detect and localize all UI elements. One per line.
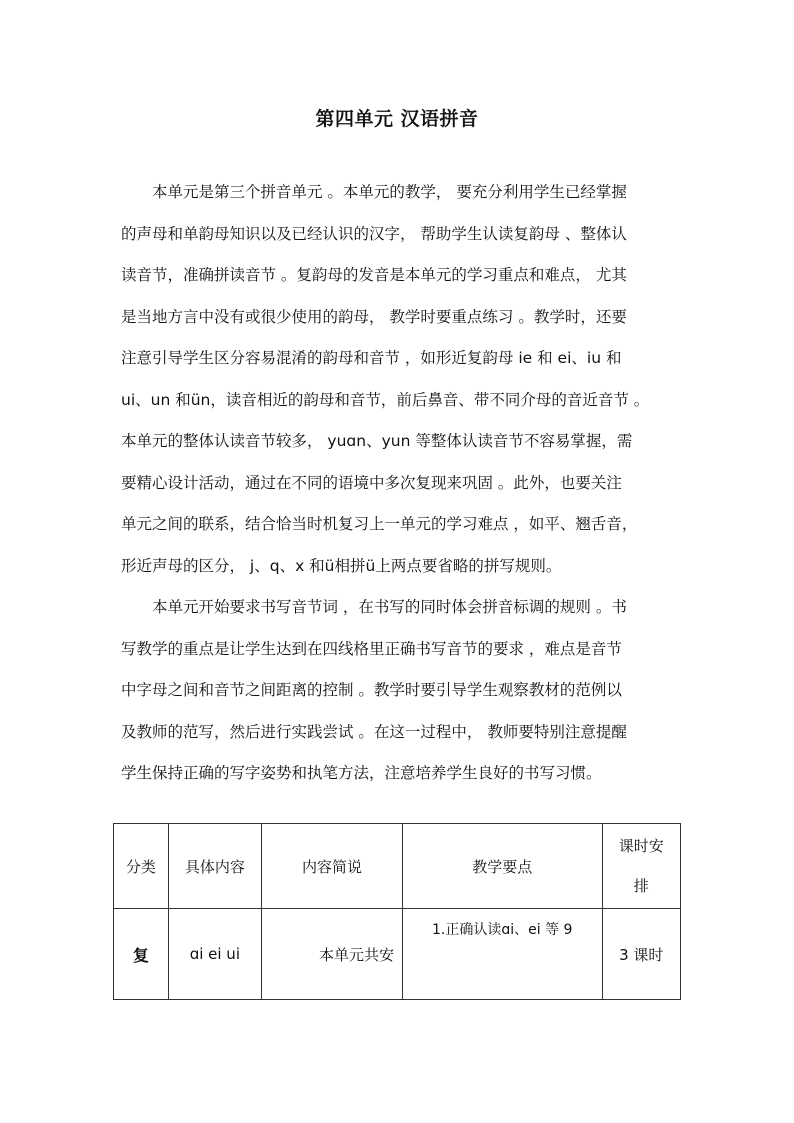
paragraph-line: 单元之间的联系，结合恰当时机复习上一单元的学习难点 ，如平、翘舌音， [121,515,638,533]
paragraph-line: 本单元开始要求书写音节词 ，在书写的同时体会拼音标调的规则 。书 [152,598,627,616]
cell-content: ɑi ei ui [168,909,261,1000]
paragraph-line: 本单元的整体认读音节较多， yuɑn、yun 等整体认读音节不容易掌握，需 [121,432,633,450]
header-category: 分类 [114,824,169,909]
paragraph-1 [121,172,673,587]
page-title: 第四单元 汉语拼音 [315,108,479,130]
cell-category: 复 [114,909,169,1000]
cell-summary: 本单元共安 [262,909,403,1000]
table-row [114,909,681,1000]
paragraph-line: 注意引导学生区分容易混淆的韵母和音节 ，如形近复韵母 ie 和 ei、iu 和 [121,349,622,367]
header-schedule [602,824,681,909]
header-content: 具体内容 [168,824,261,909]
paragraph-line: 是当地方言中没有或很少使用的韵母， 教学时要重点练习 。教学时，还要 [121,307,627,326]
header-key-points: 教学要点 [402,824,602,909]
paragraph-line: 形近声母的区分， j、q、x 和ü相拼ü上两点要省略的拼写规则。 [121,556,562,575]
header-schedule-line2: 排 [633,877,649,895]
paragraph-line: 的声母和单韵母知识以及已经认识的汉字， 帮助学生认读复韵母 、整体认 [121,224,627,243]
teaching-plan-table [113,823,681,1000]
header-schedule-line1: 课时安 [618,837,664,855]
cell-schedule: 3 课时 [602,909,681,1000]
paragraph-line: 读音节，准确拼读音节 。复韵母的发音是本单元的学习重点和难点， 尤其 [121,266,627,284]
paragraph-line: 本单元是第三个拼音单元 。本单元的教学， 要充分利用学生已经掌握 [152,183,627,201]
paragraph-line: 要精心设计活动，通过在不同的语境中多次复现来巩固 。此外，也要关注 [121,473,622,492]
cell-key-points: 1.正确认读ɑi、ei 等 9 [402,909,602,1000]
paragraph-line: 中字母之间和音节之间距离的控制 。教学时要引导学生观察教材的范例以 [121,681,622,699]
paragraph-2 [121,587,673,795]
paragraph-line: 及教师的范写，然后进行实践尝试 。在这一过程中， 教师要特别注意提醒 [121,722,627,741]
table-header-row [114,824,681,909]
header-summary: 内容简说 [262,824,403,909]
paragraph-line: ui、un 和ün，读音相近的韵母和音节，前后鼻音、带不同介母的音近音节 。 [121,390,650,409]
paragraph-line: 写教学的重点是让学生达到在四线格里正确书写音节的要求 ，难点是音节 [121,639,622,658]
paragraph-line: 学生保持正确的写字姿势和执笔方法，注意培养学生良好的书写习惯。 [121,764,602,782]
